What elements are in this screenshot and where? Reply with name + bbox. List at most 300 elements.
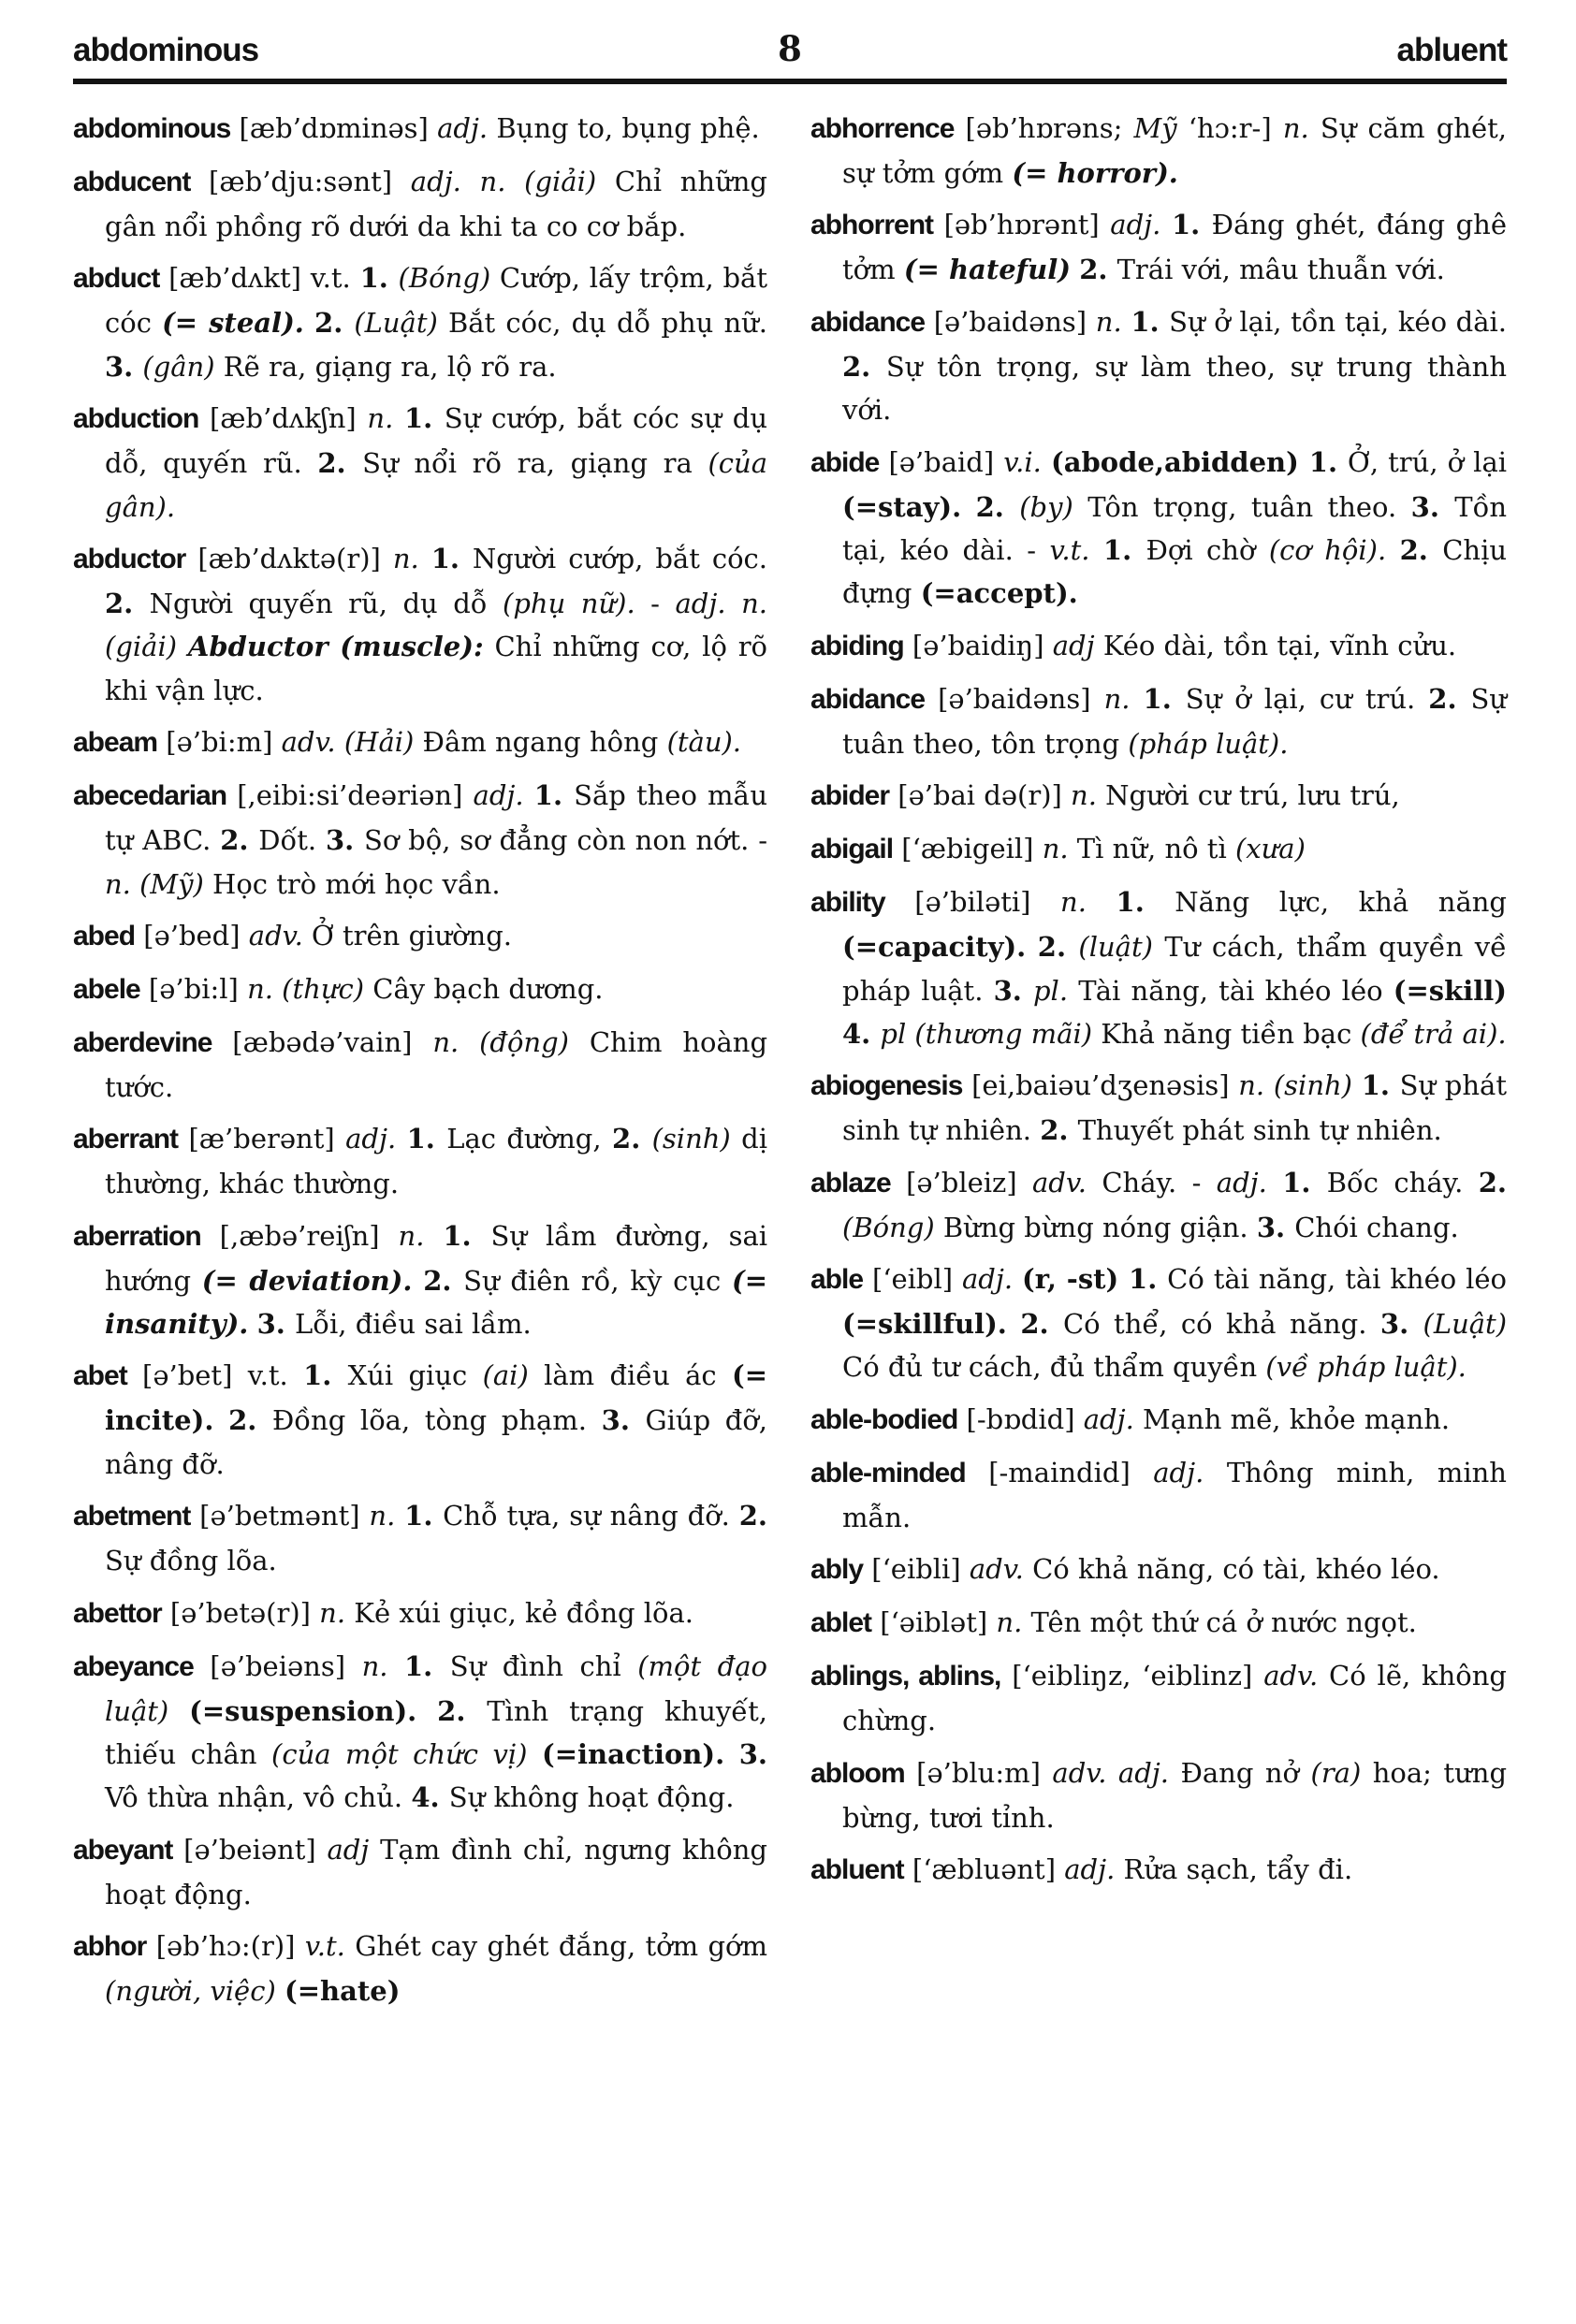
entry-run: 4. — [842, 1017, 881, 1050]
entry-run: [ə’bed] — [135, 919, 249, 951]
entry-run: adj. — [1110, 209, 1161, 241]
entry-run — [395, 1500, 404, 1532]
entry-run: 2. — [1399, 533, 1443, 566]
headword: abiding — [810, 630, 904, 661]
headword: abigail — [810, 834, 894, 865]
headword: abluent — [810, 1854, 904, 1886]
entry-run: Sự lầm đường, sai hướng — [105, 1219, 768, 1297]
entry-run: [æ’berənt] — [178, 1123, 346, 1155]
entry-run: [əb’hɔ:(r)] — [146, 1930, 305, 1963]
entry-run: Đáng ghét, đáng ghê tởm — [842, 209, 1508, 286]
entry-run: Ở trên giường. — [302, 919, 513, 951]
entry-run: Học trò mới học vần. — [203, 867, 501, 900]
dictionary-entry — [810, 1601, 1507, 1646]
entry-run — [1089, 534, 1102, 566]
dictionary-entry — [73, 1645, 767, 1820]
entry-run: Sự cướp, bắt cóc sự dụ dỗ, quyến rũ. — [105, 402, 767, 480]
entry-run: Tôn trọng, tuân theo. — [1073, 490, 1411, 523]
entry-run: Sự ở lại, cư trú. — [1185, 682, 1429, 715]
entry-run: [-maindid] — [965, 1456, 1154, 1489]
entry-run: Có lẽ, không chừng. — [842, 1660, 1507, 1737]
entry-run: Sự đồng lõa. — [105, 1545, 277, 1577]
entry-run: [æb’dʌktə(r)] — [185, 542, 393, 574]
headword: abloom — [810, 1757, 905, 1789]
entry-run: n. (động) — [432, 1025, 569, 1058]
headword: able-bodied — [810, 1403, 958, 1435]
entry-run: adj — [327, 1833, 370, 1866]
entry-run: [æb’dʌkt] v.t. — [159, 262, 360, 295]
entry-run: 1. — [443, 1219, 491, 1252]
headword: able — [810, 1264, 864, 1296]
entry-run — [396, 1123, 406, 1155]
headword: ablaze — [810, 1167, 891, 1198]
headword: abduction — [73, 403, 199, 435]
entry-run: Đang nở — [1168, 1756, 1311, 1789]
entry-run: [ə’betə(r)] — [161, 1596, 320, 1629]
entry-run: (abode,abidden) 1. — [1050, 445, 1349, 478]
entry-run — [1026, 931, 1037, 963]
entry-run: Sự tôn trọng, sự làm theo, sự trung thành với. — [842, 350, 1508, 427]
entry-run — [168, 1695, 189, 1727]
headword: abettor — [73, 1597, 162, 1629]
entry-run: [ə’bai də(r)] — [889, 779, 1072, 812]
entry-run: adj. — [1064, 1853, 1116, 1886]
entry-run: Bụng to, bụng phệ. — [488, 112, 760, 144]
entry-run: adj. — [437, 112, 489, 144]
entry-run: [‘æbluənt] — [903, 1853, 1065, 1886]
entry-run: (một đạo luật) — [105, 1649, 767, 1727]
headword: ablet — [810, 1607, 872, 1639]
entry-run: Có khả năng, có tài, khéo léo. — [1023, 1553, 1440, 1586]
entry-run: v.t. — [1049, 533, 1090, 566]
entry-run: Mạnh mẽ, khỏe mạnh. — [1133, 1402, 1451, 1435]
entry-run: Tì nữ, nô tì — [1068, 833, 1235, 865]
entry-run — [1007, 1308, 1020, 1340]
dictionary-entry — [810, 203, 1507, 291]
entry-run: Vô thừa nhận, vô chủ. — [105, 1781, 412, 1814]
entry-run: n. — [392, 542, 419, 574]
dictionary-entry — [810, 300, 1507, 432]
headword: aberrant — [73, 1124, 179, 1155]
headword: abidance — [810, 683, 926, 715]
entry-run: n. (Mỹ) — [105, 867, 204, 900]
entry-run: (= incite). — [105, 1359, 768, 1437]
entry-run: [‘əiblət] — [871, 1606, 997, 1639]
entry-run: 2. — [220, 824, 259, 857]
entry-run — [524, 779, 534, 811]
entry-run: Sơ bộ, sơ đẳng còn non nớt. - — [363, 824, 767, 857]
entry-run: adj. — [1083, 1402, 1134, 1435]
entry-run — [1042, 446, 1051, 478]
entry-run: Có đủ tư cách, đủ thẩm quyền — [842, 1351, 1266, 1384]
dictionary-entry — [810, 1654, 1507, 1742]
dictionary-entry — [73, 914, 767, 959]
headword: aberdevine — [73, 1026, 212, 1058]
dictionary-entry — [73, 537, 767, 712]
entry-run — [1352, 1069, 1362, 1101]
entry-run: [ə’blu:m] — [904, 1756, 1053, 1789]
entry-run: (Luật) — [1423, 1308, 1508, 1341]
entry-run: n. — [996, 1606, 1023, 1639]
entry-run: 3. — [1256, 1211, 1295, 1243]
entry-run: Thông minh, minh mẫn. — [842, 1456, 1507, 1533]
entry-run: (=suspension). — [189, 1694, 417, 1727]
entry-run: - — [635, 587, 676, 619]
entry-run: [ə’baidəns] — [925, 682, 1104, 715]
entry-run: [,æbə’reiʃn] — [200, 1219, 399, 1252]
entry-run: 1. — [406, 1123, 447, 1155]
entry-run: 2. — [975, 490, 1020, 523]
entry-run: 3. — [1410, 490, 1455, 523]
entry-run — [1071, 254, 1079, 285]
entry-run: 2. — [105, 587, 150, 619]
entry-run: v.i. — [1003, 445, 1042, 478]
entry-run: adj. — [675, 587, 726, 619]
entry-run: 1. — [303, 1359, 348, 1392]
headword: abeam — [73, 727, 158, 759]
entry-run: n. — [369, 1500, 396, 1532]
dictionary-entry — [73, 1591, 767, 1636]
entry-run: n. — [1060, 886, 1087, 919]
entry-run: Người cướp, bắt cóc. — [472, 542, 767, 574]
entry-run: Sự không hoạt động. — [448, 1781, 735, 1814]
entry-run: 3. — [1379, 1308, 1423, 1341]
entry-run: (của gân). — [105, 447, 767, 523]
headword: abducent — [73, 167, 191, 197]
entry-run: Sự tuân theo, tôn trọng — [842, 682, 1508, 760]
entry-run: adv. — [1032, 1166, 1087, 1198]
dictionary-entry — [810, 107, 1507, 195]
dictionary-entry — [810, 1398, 1507, 1443]
entry-run: Ở, trú, ở lại — [1348, 445, 1508, 478]
entry-run: 3. — [256, 1308, 295, 1341]
entry-run: 2. — [738, 1500, 767, 1532]
entry-run: [ə’bet] v.t. — [126, 1359, 304, 1392]
entry-run: 1. — [1143, 682, 1186, 715]
entry-run: (=capacity). — [842, 931, 1027, 964]
entry-run: 2. — [1079, 254, 1117, 286]
entry-run: (=stay). — [842, 490, 962, 523]
entry-run: Tài năng, tài khéo léo — [1068, 974, 1394, 1007]
entry-run: n. — [398, 1219, 425, 1252]
entry-run: pl. — [1032, 974, 1069, 1007]
guide-word-left: abdominous — [73, 32, 259, 68]
entry-run: 2. — [842, 350, 886, 383]
dictionary-entry — [810, 624, 1507, 669]
headword: aberration — [73, 1220, 201, 1252]
headword: abduct — [73, 263, 160, 295]
entry-run: n. — [1042, 833, 1069, 865]
headword: abider — [810, 780, 890, 812]
entry-run: [ə’bi:l] — [139, 972, 248, 1005]
dictionary-entry — [73, 1925, 767, 2012]
entry-run — [1386, 534, 1399, 566]
dictionary-entry — [810, 677, 1507, 765]
entry-run: (gân) — [142, 350, 215, 383]
entry-run — [527, 1738, 542, 1770]
dictionary-entry — [810, 1751, 1507, 1839]
entry-run: [ə’bleiz] — [890, 1166, 1032, 1198]
entry-run: adj. — [1153, 1456, 1204, 1489]
entry-run: 1. — [1116, 886, 1175, 919]
entry-run: (=hate) — [285, 1975, 401, 2008]
entry-run: [‘æbigeil] — [893, 833, 1043, 865]
entry-run: (người, việc) — [105, 1975, 276, 2008]
entry-run: Cây bạch dương. — [364, 972, 604, 1005]
entry-run: [ə’baidiŋ] — [903, 629, 1053, 661]
entry-run — [387, 1650, 404, 1682]
entry-run: dị thường, khác thường. — [105, 1123, 768, 1200]
entry-run: Sự phát sinh tự nhiên. — [842, 1069, 1507, 1147]
entry-run: Khả năng tiền bạc — [1092, 1017, 1361, 1050]
entry-run — [304, 307, 314, 339]
dictionary-entry — [73, 967, 767, 1012]
entry-run: 2. — [228, 1404, 272, 1437]
entry-run: n. (giải) — [105, 587, 767, 663]
entry-run: [ə’biləti] — [884, 886, 1061, 919]
entry-run: [æbədə’vain] — [212, 1025, 433, 1058]
dictionary-entry — [73, 1828, 767, 1916]
entry-run — [416, 1695, 437, 1727]
entry-run: [-bɒdid] — [957, 1402, 1084, 1435]
entry-run: [‘eibli] — [863, 1553, 970, 1586]
dictionary-entry — [73, 1021, 767, 1109]
dictionary-entry — [73, 774, 767, 906]
entry-run: 2. — [1428, 682, 1471, 715]
entry-run: 1. — [1361, 1069, 1400, 1102]
entry-run: Đợi chờ — [1146, 533, 1269, 566]
entry-run: (sinh) — [651, 1123, 731, 1155]
entry-run: (của một chức vị) — [271, 1738, 528, 1771]
entry-run: [əb’hɒrənt] — [933, 209, 1111, 241]
entry-run — [726, 588, 742, 619]
entry-run: 1. — [404, 1500, 444, 1532]
entry-run — [393, 402, 404, 434]
entry-run: 1. — [430, 542, 473, 574]
dictionary-entry — [810, 1547, 1507, 1592]
entry-run: [ə’baidəns] — [925, 305, 1096, 338]
entry-run: Có tài năng, tài khéo léo — [1167, 1263, 1508, 1296]
entry-run: Kẻ xúi giục, kẻ đồng lõa. — [345, 1596, 694, 1629]
entry-run: adj. n. (giải) — [410, 166, 597, 197]
entry-run: Người cư trú, lưu trú, — [1096, 779, 1400, 812]
entry-run: Xúi giục — [347, 1359, 483, 1392]
headword: abhorrence — [810, 113, 955, 144]
dictionary-entry — [810, 1161, 1507, 1249]
entry-run: n. — [1103, 682, 1131, 715]
entry-run: pl (thương mãi) — [880, 1017, 1093, 1050]
entry-run: 4. — [411, 1781, 449, 1814]
entry-run: [ə’beiəns] — [193, 1649, 362, 1682]
entry-run: Sự căm ghét, sự tởm gớm — [842, 112, 1508, 189]
entry-run: n. — [367, 402, 394, 435]
entry-run: (= hateful) — [903, 254, 1071, 286]
entry-run — [961, 491, 975, 523]
entry-run: Tồn tại, kéo dài. - — [842, 490, 1507, 566]
entry-run: (=accept). — [920, 577, 1078, 610]
entry-run: Trái với, mâu thuẫn với. — [1116, 254, 1445, 286]
entry-run: 1. — [404, 1649, 450, 1682]
entry-run: [æb’dju:sənt] — [190, 166, 411, 197]
headword: abide — [810, 446, 880, 478]
entry-run: Abductor (muscle): — [187, 631, 484, 663]
headword: abet — [73, 1360, 127, 1392]
headword: abecedarian — [73, 780, 227, 812]
entry-run: (= steal). — [162, 307, 304, 340]
dictionary-entry — [810, 1257, 1507, 1389]
entry-run — [1013, 1263, 1022, 1295]
entry-run: Sắp theo mẫu tự ABC. — [105, 779, 767, 857]
dictionary-entry — [73, 1117, 767, 1205]
entry-run: n. — [361, 1649, 388, 1682]
dictionary-entry — [810, 827, 1507, 872]
headword: abductor — [73, 543, 186, 574]
entry-run: Lỗi, điều sai lầm. — [294, 1308, 532, 1341]
entry-run: v.t. — [304, 1930, 345, 1963]
entry-run: (= deviation). — [201, 1264, 413, 1297]
entry-run: (cơ hội). — [1268, 533, 1387, 566]
dictionary-entry — [810, 1451, 1507, 1539]
entry-run — [177, 631, 188, 662]
entry-run — [1267, 1167, 1282, 1198]
header-rule — [73, 79, 1507, 84]
dictionary-entry — [73, 1354, 767, 1486]
guide-word-right: abluent — [1396, 32, 1507, 68]
entry-run: Sự nổi rõ ra, giạng ra — [362, 447, 708, 480]
headword: ability — [810, 887, 885, 919]
entry-run: adj. — [1216, 1166, 1267, 1198]
entry-run: hoa; tưng bừng, tươi tỉnh. — [842, 1756, 1508, 1834]
entry-run: Dốt. — [258, 824, 326, 857]
headword: abetment — [73, 1501, 191, 1532]
dictionary-entry — [73, 160, 767, 248]
entry-run: [ə’baid] — [879, 445, 1004, 478]
entry-run: Bừng bừng nóng giận. — [934, 1211, 1257, 1243]
entry-run: Rẽ ra, giạng ra, lộ rõ ra. — [214, 350, 557, 383]
entry-run: adv. — [1263, 1660, 1319, 1692]
headword: ably — [810, 1554, 864, 1586]
dictionary-entry — [73, 1494, 767, 1582]
entry-run: (ai) — [482, 1359, 529, 1392]
entry-run: adv. — [969, 1553, 1024, 1586]
entry-run — [248, 1308, 256, 1340]
entry-run: (=skillful). — [842, 1308, 1007, 1341]
entry-run: n. — [319, 1596, 346, 1629]
entry-run: 1. — [359, 262, 399, 295]
running-head — [73, 28, 1507, 79]
entry-run: Chỗ tựa, sự nâng đỡ. — [443, 1500, 739, 1532]
entry-run: 1. — [403, 402, 445, 435]
entry-run: 3. — [325, 824, 364, 857]
entry-run: (Bóng) — [842, 1211, 935, 1243]
entry-run — [1130, 683, 1143, 715]
entry-run: Giúp đỡ, nâng đỡ. — [105, 1404, 768, 1480]
entry-run: [,eibi:si’deəriən] — [226, 779, 474, 812]
entry-run: adj. — [962, 1263, 1014, 1296]
entry-run: [əb’hɒrəns; — [954, 112, 1134, 144]
entry-run — [424, 1220, 443, 1252]
entry-run: Tên một thứ cá ở nước ngọt. — [1022, 1606, 1417, 1639]
entry-run: (=inaction). — [541, 1738, 725, 1771]
entry-run: adv. (Hải) — [281, 726, 415, 759]
entry-run: Tư cách, thẩm quyền về pháp luật. — [842, 931, 1508, 1007]
entry-run: 3. — [105, 350, 143, 383]
entry-run: (ra) — [1310, 1756, 1362, 1789]
entry-run: 1. — [1131, 305, 1170, 338]
entry-run: 2. — [1478, 1166, 1507, 1198]
headword: abed — [73, 920, 136, 951]
entry-run: [ə’bi:m] — [157, 726, 282, 759]
entry-run: n. — [1071, 779, 1097, 812]
page-number: 8 — [778, 28, 802, 69]
entry-run: (về pháp luật). — [1265, 1351, 1467, 1384]
entry-run: [ə’beiənt] — [172, 1833, 328, 1866]
headword: abdominous — [73, 113, 231, 144]
entry-run: adj. — [345, 1123, 397, 1155]
entry-run: Cháy. - — [1087, 1166, 1217, 1198]
entry-run: Chỉ những gân nổi phồng rõ dưới da khi ta co cơ bắp. — [105, 166, 767, 242]
entry-run: 1. — [1171, 209, 1212, 241]
entry-run: Mỹ — [1133, 112, 1177, 144]
entry-run: [ei,baiəu’dʒenəsis] — [962, 1069, 1239, 1102]
entry-run: Người quyến rũ, dụ dỗ — [149, 587, 503, 619]
entry-run: n. (thực) — [247, 972, 365, 1005]
dictionary-entry — [73, 720, 767, 765]
entry-run: Kéo dài, tồn tại, vĩnh cửu. — [1094, 629, 1457, 661]
column-right — [810, 107, 1507, 2022]
entry-run: (tàu). — [666, 726, 742, 759]
entry-run — [276, 1975, 285, 2007]
entry-run: (by) — [1019, 490, 1073, 523]
entry-run: Chim hoàng tước. — [105, 1025, 768, 1103]
entry-run: (Luật) — [354, 307, 438, 340]
entry-run: Bốc cháy. — [1326, 1166, 1479, 1198]
entry-run: 2. — [423, 1264, 464, 1297]
entry-run: Chỉ những cơ, lộ rõ khi vận lực. — [105, 631, 768, 706]
entry-run: (= insanity). — [105, 1264, 767, 1341]
text-columns — [73, 107, 1507, 2022]
entry-run: 2. — [1020, 1308, 1063, 1341]
entry-run: 2. — [314, 307, 355, 340]
entry-run: Sự ở lại, tồn tại, kéo dài. — [1169, 305, 1508, 338]
entry-run: adv. adj. — [1052, 1756, 1169, 1789]
entry-run: (= horror). — [1012, 157, 1178, 189]
entry-run: Sự điên rồ, kỳ cục — [463, 1264, 732, 1297]
entry-run: (r, -st) 1. — [1022, 1263, 1168, 1296]
entry-run: (để trả ai). — [1360, 1017, 1507, 1050]
entry-run: 1. — [533, 779, 575, 812]
entry-run: (=skill) — [1393, 974, 1507, 1007]
entry-run: 2. — [317, 447, 363, 480]
entry-run: Chịu đựng — [842, 533, 1508, 610]
headword: abiogenesis — [810, 1070, 963, 1102]
entry-run — [1160, 209, 1172, 240]
headword: ablings, ablins, — [810, 1661, 1001, 1692]
entry-run: Đồng lõa, tòng phạm. — [271, 1404, 602, 1437]
entry-run: 2. — [1037, 931, 1079, 964]
entry-run: 2. — [437, 1694, 488, 1727]
headword: abeyant — [73, 1834, 173, 1866]
entry-run: Sự đình chỉ — [449, 1649, 638, 1682]
headword: abele — [73, 973, 140, 1005]
entry-run — [1087, 886, 1116, 918]
entry-run: adj — [1052, 629, 1095, 661]
entry-run: 1. — [1102, 533, 1146, 566]
column-left — [73, 107, 767, 2022]
entry-run: (pháp luật). — [1128, 727, 1289, 760]
entry-run: n. — [1282, 112, 1309, 144]
entry-run: (phụ nữ). — [503, 587, 635, 619]
